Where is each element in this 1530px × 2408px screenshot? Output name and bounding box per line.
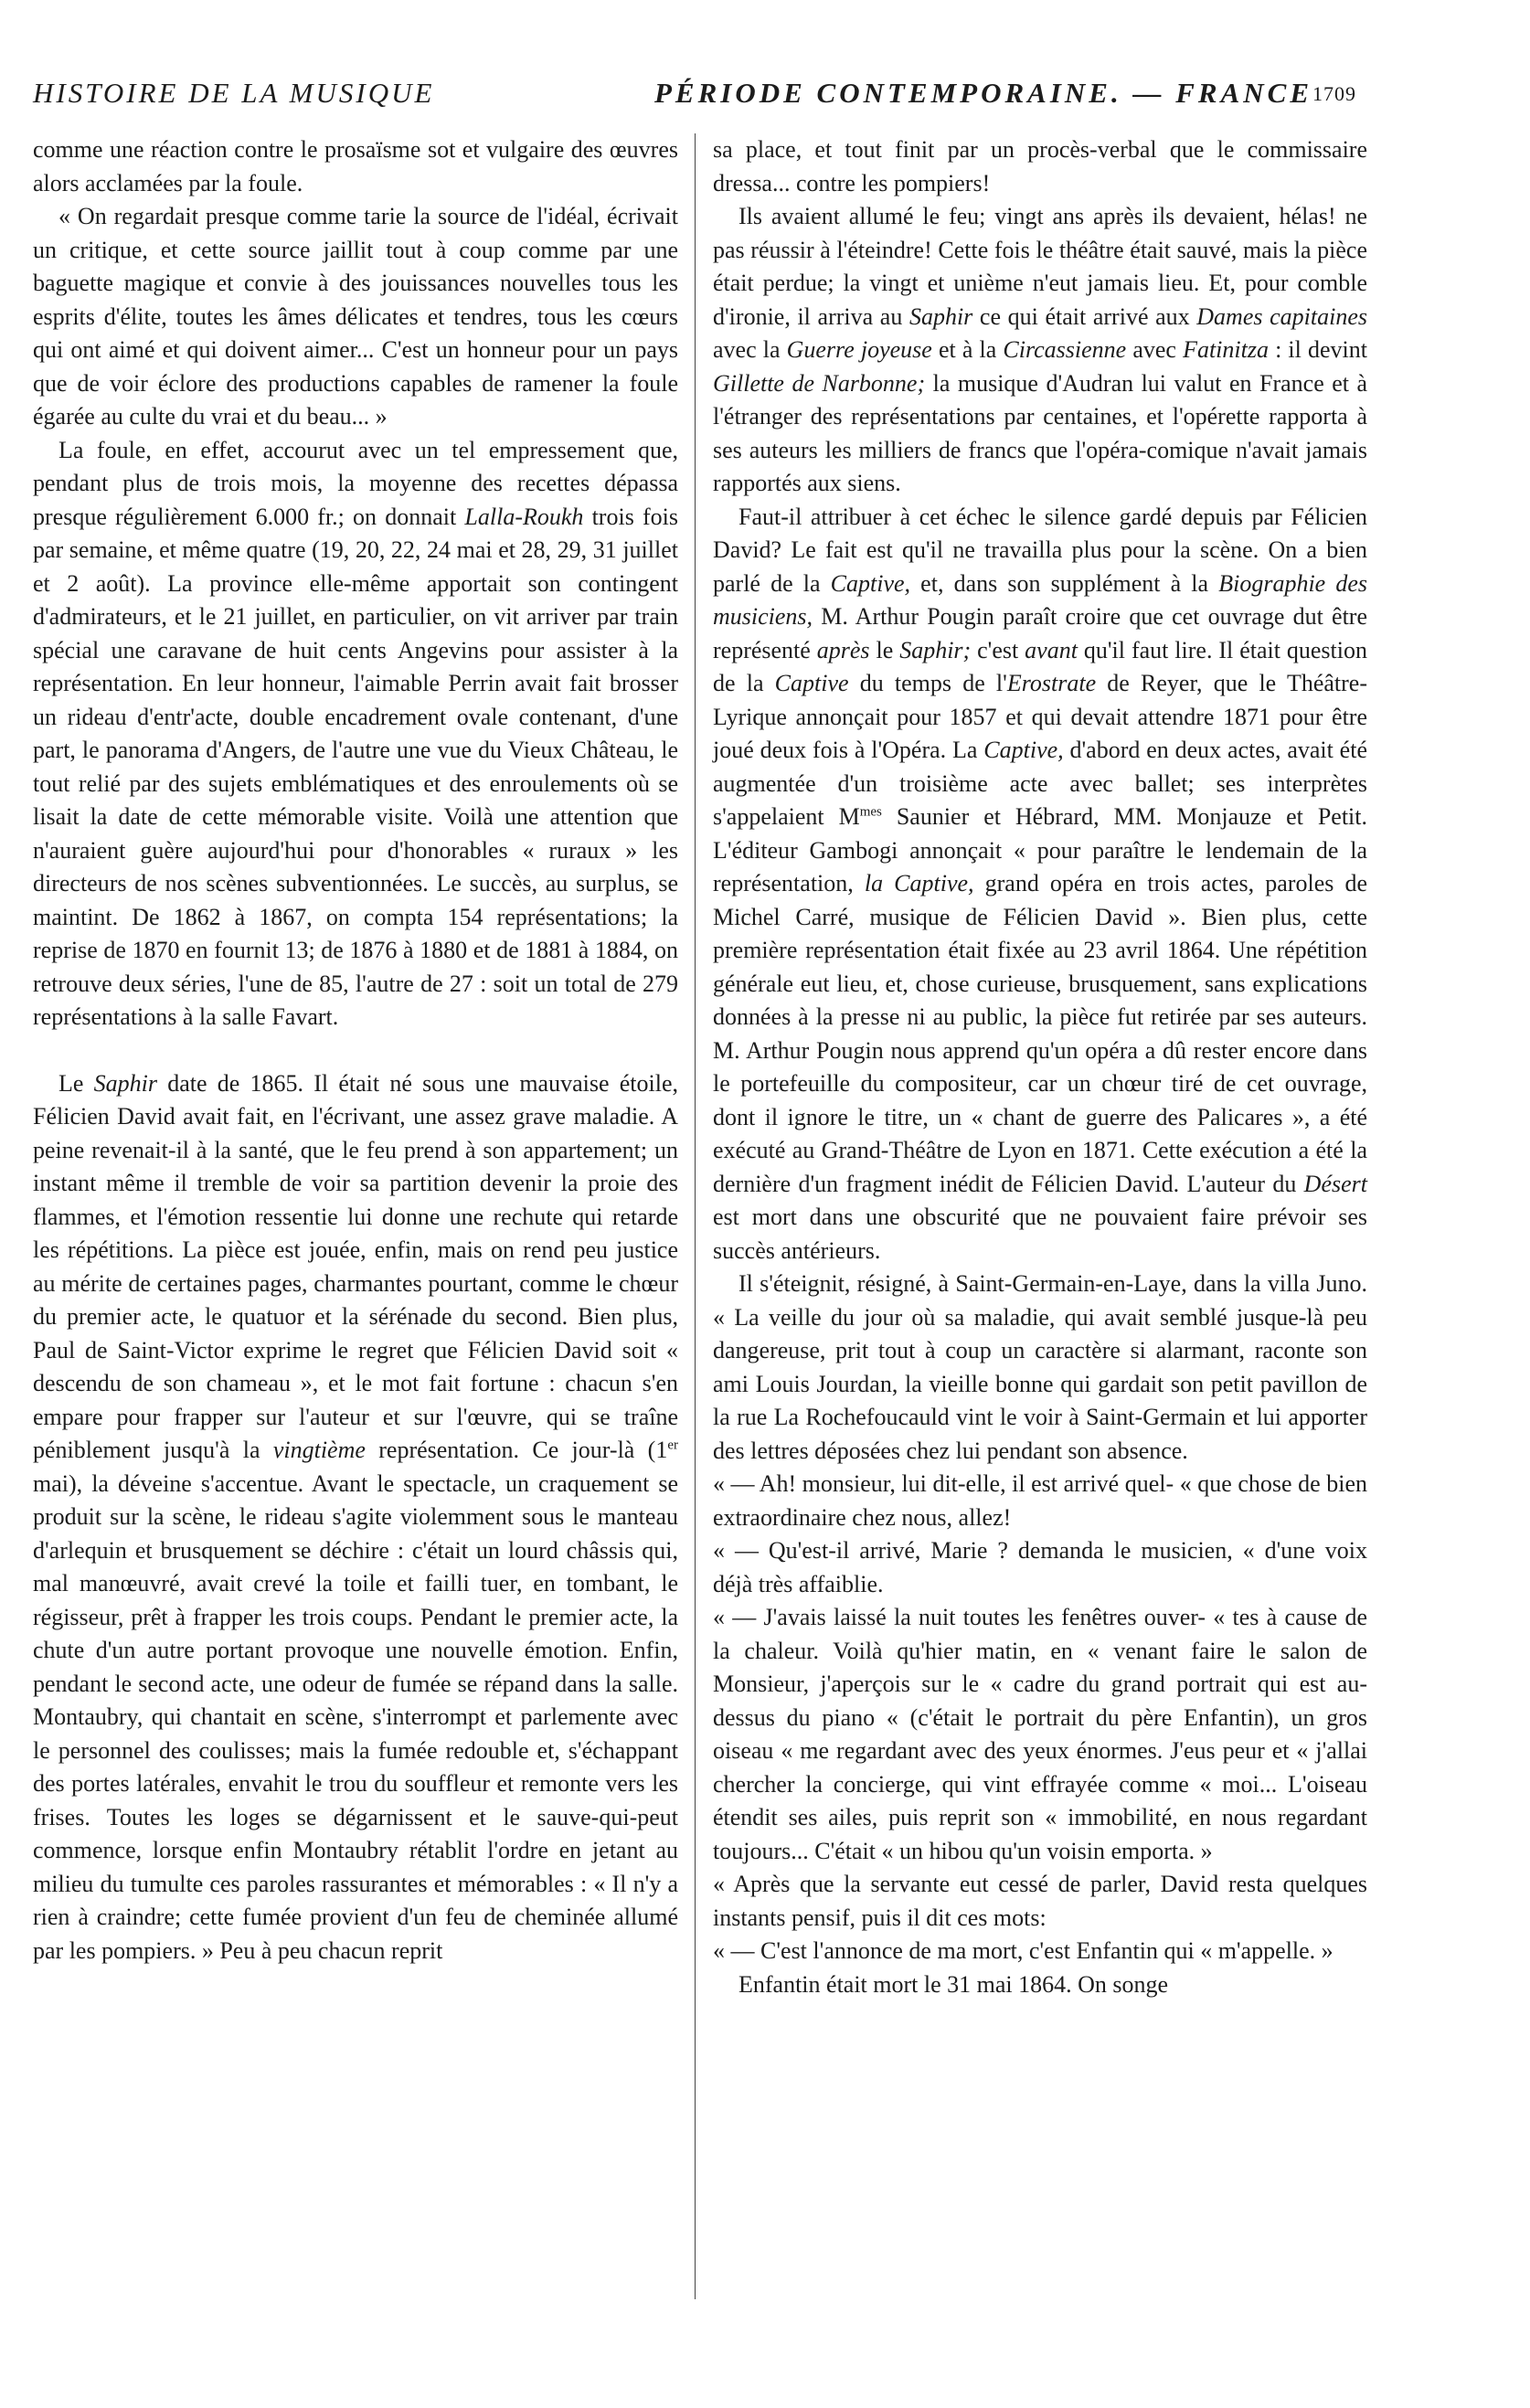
page-number: 1709 [1312,82,1356,105]
work-title: Lalla-Roukh [464,503,584,530]
dialogue-line: « — J'avais laissé la nuit toutes les fenêtres ouver- « tes à cause de la chaleur. Voilà qu'hier matin, en « venant faire le salon de Monsieur, j'aperçois sur le « cadre du grand portrait qui est au-dessus du piano « (c'était le portrait du père Enfantin), un gros oiseau « me regardant avec des yeux énormes. J'eus peur et « j'allai chercher la concierge, qui vint effrayée comme « moi... L'oiseau étendit ses ailes, puis reprit son « immobilité, en nous regardant toujours... C'était « un hibou qu'un voisin emporta. » [713,1604,1367,1864]
paragraph: sa place, et tout finit par un procès-verbal que le commissaire dressa... contre les pompiers! [713,136,1367,196]
paragraph: Le Saphir date de 1865. Il était né sous une mauvaise étoile, Félicien David avait fait, en l'écrivant, une assez grave maladie. A peine revenait-il à la santé, que le feu prend à son appartement; un instant même il tremble de voir sa partition devenir la proie des flammes, et l'émotion ressentie lui donne une rechute qui retarde les répétitions. La pièce est jouée, enfin, mais on rend peu justice au mérite de certaines pages, charmantes pourtant, comme le chœur du premier acte, le quatuor et la sérénade du second. Bien plus, Paul de Saint-Victor exprime le regret que Félicien David soit « descendu de son chameau », et le mot fait fortune : chacun s'en empare pour frapper sur l'auteur et sur l'œuvre, qui se traîne péniblement jusqu'à la vingtième représentation. Ce jour-là (1er mai), la déveine s'accentue. Avant le spectacle, un craquement se produit sur la scène, le rideau s'agite violemment sous le manteau d'arlequin et brusquement se déchire : c'était un lourd châssis qui, mal manœuvré, avait crevé la toile et failli tuer, en tombant, le régisseur, prêt à frapper les trois coups. Pendant le premier acte, la chute d'un autre portant provoque une nouvelle émotion. Enfin, pendant le second acte, une odeur de fumée se répand dans la salle. Montaubry, qui chantait en scène, s'interrompt et parlemente avec le personnel des coulisses; mais la fumée redouble et, s'échappant des portes latérales, envahit le trou du souffleur et remonte vers les frises. Toutes les loges se dégarnissent et le sauve-qui-peut commence, lorsque enfin Montaubry rétablit l'ordre en jetant au milieu du tumulte ces paroles rassurantes et mémorables : « Il n'y a rien à craindre; cette fumée provient d'un feu de cheminée allumé par les pompiers. » Peu à peu chacun reprit [33,1069,679,1964]
left-column [33,133,678,1968]
paragraph-quote: « On regardait presque comme tarie la source de l'idéal, écrivait un critique, et cette source jaillit tout à coup comme par une baguette magique et convie à des jouissances nouvelles tous les esprits d'élite, toutes les âmes délicates et tendres, tous les cœurs qui ont aimé et qui doivent aimer... C'est un honneur pour un pays que de voir éclore des productions capables de ramener la foule égarée au culte du vrai et du beau... » [33,203,678,430]
paragraph: « Après que la servante eut cessé de parler, David resta quelques instants pensif, puis il dit ces mots: [713,1871,1367,1931]
header-section-title: PÉRIODE CONTEMPORAINE. — FRANCE [653,77,1312,109]
column-divider [695,133,696,2299]
dialogue-line: « — Ah! monsieur, lui dit-elle, il est arrivé quel- « que chose de bien extraordinaire chez nous, allez! [713,1470,1367,1531]
work-title: Saphir [93,1069,157,1097]
paragraph: Faut-il attribuer à cet échec le silence gardé depuis par Félicien David? Le fait est qu'il ne travailla plus pour la scène. On a bien parlé de la Captive, et, dans son supplément à la Biographie des musiciens, M. Arthur Pougin paraît croire que cet ouvrage dut être représenté après le Saphir; c'est avant qu'il faut lire. Il était question de la Captive du temps de l'Erostrate de Reyer, que le Théâtre-Lyrique annonçait pour 1857 et qui devait attendre 1871 pour être joué deux fois à l'Opéra. La Captive, d'abord en deux actes, avait été augmentée d'un troisième acte avec ballet; ses interprètes s'appelaient $M^{mes}$ Saunier et Hébrard, MM. Monjauze et Petit. L'éditeur Gambogi annonçait « pour paraître le lendemain de la représentation, la Captive, grand opéra en trois actes, paroles de Michel Carré, musique de Félicien David ». Bien plus, cette première représentation était fixée au 23 avril 1864. Une répétition générale eut lieu, et, chose curieuse, brusquement, sans explications données à la presse ni au public, la pièce fut retirée par ses auteurs. M. Arthur Pougin nous apprend qu'un opéra a dû rester encore dans le portefeuille du compositeur, car un chœur tiré de cet ouvrage, dont il ignore le titre, un « chant de guerre des Palicares », a été exécuté au Grand-Théâtre de Lyon en 1871. Cette exécution a été la dernière d'un fragment inédit de Félicien David. L'auteur du Désert est mort dans une obscurité que ne pouvaient faire prévoir ses succès antérieurs. [713,503,1367,1264]
paragraph: Enfantin était mort le 31 mai 1864. On songe [738,1970,1169,1998]
paragraph: Ils avaient allumé le feu; vingt ans après ils devaient, hélas! ne pas réussir à l'éteindre! Cette fois le théâtre était sauvé, mais la pièce était perdue; la vingt et unième n'eut jamais lieu. Et, pour comble d'ironie, il arriva au Saphir ce qui était arrivé aux Dames capitaines avec la Guerre joyeuse et à la Circassienne avec Fatinitza : il devint Gillette de Narbonne; la musique d'Audran lui valut en France et à l'étranger des représentations par centaines, et l'opérette rapporta à ses auteurs les milliers de francs que l'opéra-comique n'avait jamais rapportés aux siens. [713,203,1367,496]
paragraph: La foule, en effet, accourut avec un tel empressement que, pendant plus de trois mois, la moyenne des recettes dépassa presque régulièrement 6.000 fr.; on donnait Lalla-Roukh trois fois par semaine, et même quatre (19, 20, 22, 24 mai et 28, 29, 31 juillet et 2 août). La province elle-même apportait son contingent d'admirateurs, et le 21 juillet, en particulier, on vit arriver par train spécial une caravane de huit cents Angevins pour assister à la représentation. En leur honneur, l'aimable Perrin avait fait brosser un rideau d'entr'acte, double encadrement ovale contenant, d'une part, le panorama d'Angers, de l'autre une vue du Vieux Château, le tout relié par des sujets emblématiques et des enroulements où se lisait la date de cette mémorable visite. Voilà une attention que n'auraient guère aujourd'hui pour d'honorables « ruraux » les directeurs de nos scènes subventionnées. Le succès, au surplus, se maintint. De 1862 à 1867, on compta 154 représentations; la reprise de 1870 en fournit 13; de 1876 à 1880 et de 1881 à 1884, on retrouve deux séries, l'une de 85, l'autre de 27 : soit un total de 279 représentations à la salle Favart. [33,436,678,1030]
right-column [713,133,1367,2001]
header-book-title: HISTOIRE DE LA MUSIQUE [33,77,435,109]
paragraph: Il s'éteignit, résigné, à Saint-Germain-en-Laye, dans la villa Juno. « La veille du jour où sa maladie, qui avait semblé jusque-là peu dangereuse, prit tout à coup un caractère si alarmant, raconte son ami Louis Jourdan, la vieille bonne qui gardait son petit pavillon de la rue La Rochefoucauld vint le voir à Saint-Germain et lui apporter des lettres déposées chez lui pendant son absence. [713,1270,1367,1464]
emphasis: vingtième [272,1437,366,1463]
paragraph: comme une réaction contre le prosaïsme sot et vulgaire des œuvres alors acclamées par la foule. [33,136,678,196]
running-header [33,77,1356,121]
dialogue-line: « — Qu'est-il arrivé, Marie ? demanda le musicien, « d'une voix déjà très affaiblie. [713,1537,1367,1597]
dialogue-line: « — C'est l'annonce de ma mort, c'est Enfantin qui « m'appelle. » [713,1937,1333,1964]
